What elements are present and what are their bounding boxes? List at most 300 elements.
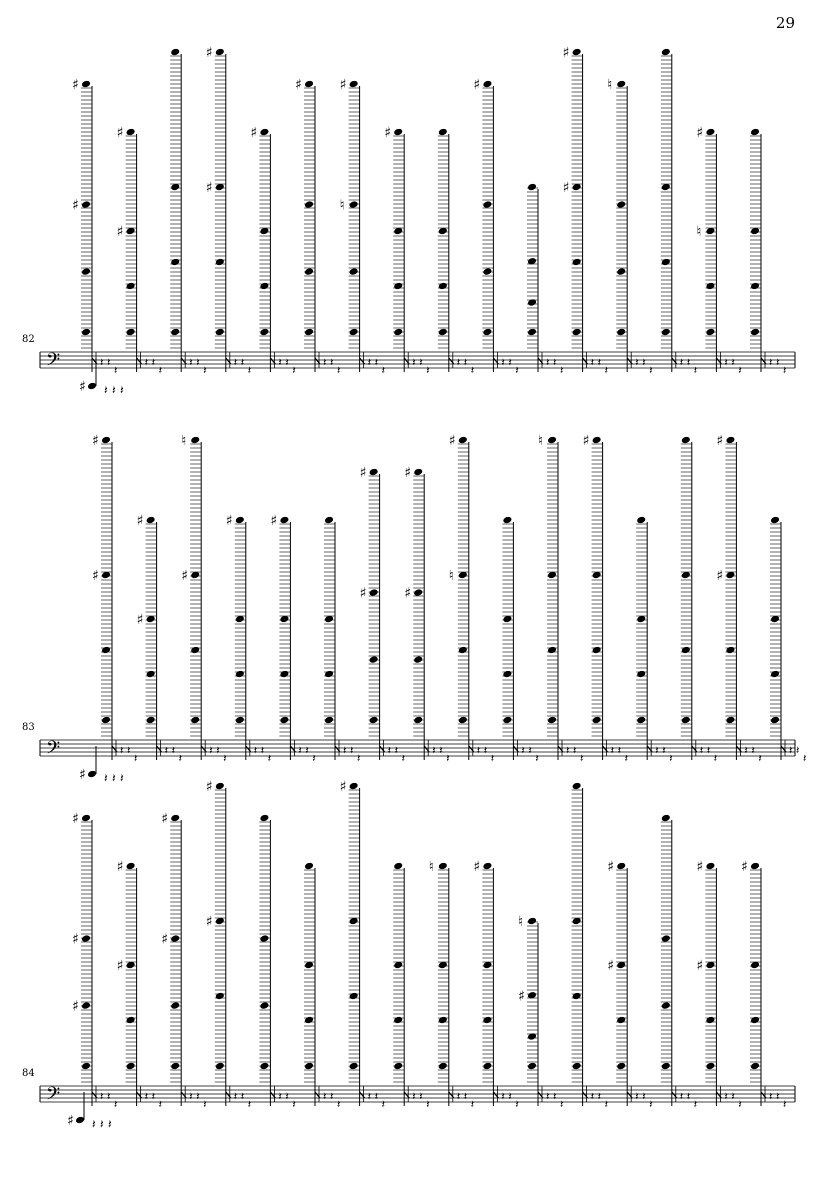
notehead bbox=[304, 1016, 314, 1025]
notehead bbox=[616, 1062, 626, 1071]
rest-icon: 𝄽 bbox=[508, 356, 512, 369]
notehead bbox=[750, 328, 760, 337]
rest-icon: 𝄽 bbox=[783, 364, 787, 377]
notehead bbox=[259, 1062, 269, 1071]
notehead bbox=[502, 516, 512, 525]
notehead bbox=[235, 670, 245, 679]
notehead bbox=[393, 282, 403, 291]
notehead bbox=[592, 436, 602, 445]
notehead bbox=[572, 782, 582, 791]
notehead bbox=[304, 1062, 314, 1071]
bass-clef-icon: 𝄢 bbox=[46, 738, 61, 763]
rest-icon: 𝄽 bbox=[104, 771, 108, 785]
rest-icon: 𝄽 bbox=[112, 771, 116, 785]
rest-icon: 𝄽 bbox=[528, 744, 532, 757]
note-column bbox=[158, 811, 207, 1111]
note-column bbox=[117, 125, 162, 377]
rest-icon: 𝄽 bbox=[693, 364, 698, 377]
rest-icon: 𝄽 bbox=[134, 752, 138, 765]
note-column bbox=[226, 513, 271, 765]
rest-icon: 𝄽 bbox=[724, 356, 728, 369]
notehead bbox=[438, 128, 448, 137]
notehead bbox=[126, 1062, 136, 1071]
accidental-icon: ♯ bbox=[161, 811, 168, 827]
notehead bbox=[349, 267, 359, 276]
note-column bbox=[206, 45, 251, 377]
notehead bbox=[235, 516, 245, 525]
rest-icon: 𝄽 bbox=[100, 356, 104, 369]
accidental-icon: ♯ bbox=[741, 859, 748, 875]
accidental-icon: ♯ bbox=[448, 433, 456, 449]
notehead bbox=[81, 80, 91, 89]
notehead bbox=[616, 1016, 626, 1025]
accidental-icon: ♯ bbox=[518, 988, 525, 1005]
rest-icon: 𝄽 bbox=[144, 356, 148, 369]
rest-icon: 𝄽 bbox=[203, 364, 207, 377]
notehead bbox=[349, 328, 359, 337]
notehead bbox=[458, 436, 468, 445]
note-column bbox=[693, 125, 742, 377]
bass-notehead bbox=[75, 1116, 85, 1125]
notehead bbox=[81, 1001, 91, 1010]
note-column bbox=[324, 516, 360, 765]
note-column bbox=[401, 465, 450, 765]
rest-icon: 𝄽 bbox=[247, 1098, 252, 1111]
accidental-icon: ♮ bbox=[428, 859, 434, 875]
notehead bbox=[349, 992, 359, 1001]
note-column bbox=[178, 433, 227, 765]
rest-icon: 𝄽 bbox=[560, 1098, 564, 1111]
notehead bbox=[101, 646, 111, 655]
notehead bbox=[369, 468, 379, 477]
notehead bbox=[482, 80, 492, 89]
notehead bbox=[81, 328, 91, 337]
rest-icon: 𝄽 bbox=[463, 356, 468, 369]
rest-icon: 𝄽 bbox=[285, 1090, 289, 1103]
note-column bbox=[693, 859, 742, 1111]
notehead bbox=[705, 282, 715, 291]
rest-icon: 𝄽 bbox=[426, 1098, 430, 1111]
notehead bbox=[304, 200, 314, 209]
accidental-icon: ♯ bbox=[473, 859, 481, 875]
rest-icon: 𝄽 bbox=[789, 744, 793, 757]
notehead bbox=[705, 862, 715, 871]
notehead bbox=[482, 328, 492, 337]
rest-icon: 𝄽 bbox=[387, 744, 391, 757]
rest-icon: 𝄽 bbox=[158, 1098, 162, 1111]
accidental-icon: ♯ bbox=[92, 433, 99, 449]
notehead bbox=[146, 716, 156, 725]
accidental-icon: ♯ bbox=[696, 125, 704, 141]
rest-icon: 𝄽 bbox=[412, 1090, 416, 1103]
accidental-icon: ♯ bbox=[359, 465, 367, 481]
rest-icon: 𝄽 bbox=[104, 383, 108, 397]
system-82 bbox=[22, 45, 795, 397]
notehead bbox=[146, 516, 156, 525]
notehead bbox=[592, 646, 602, 655]
notehead bbox=[750, 1016, 760, 1025]
notehead bbox=[259, 934, 269, 943]
accidental-icon: ♯ bbox=[116, 859, 124, 875]
rest-icon: 𝄽 bbox=[267, 752, 272, 765]
notehead bbox=[170, 934, 180, 943]
notehead bbox=[616, 200, 626, 209]
accidental-icon: ♯ bbox=[136, 513, 144, 529]
notehead bbox=[369, 655, 379, 664]
accidental-icon: ♯ bbox=[384, 125, 391, 141]
accidental-icon: ♯ bbox=[116, 958, 124, 974]
rest-icon: 𝄽 bbox=[292, 1098, 296, 1111]
note-column bbox=[636, 516, 672, 765]
notehead bbox=[547, 646, 557, 655]
rest-icon: 𝄽 bbox=[253, 744, 258, 757]
notehead bbox=[750, 128, 760, 137]
note-column bbox=[470, 77, 519, 377]
rest-icon: 𝄽 bbox=[323, 356, 327, 369]
accidental-icon: ♮ bbox=[181, 433, 187, 449]
accidental-icon: ♯ bbox=[404, 465, 411, 481]
rest-icon: 𝄽 bbox=[566, 744, 570, 757]
rest-icon: 𝄽 bbox=[744, 744, 748, 757]
rest-icon: 𝄽 bbox=[515, 1098, 519, 1111]
notehead bbox=[750, 862, 760, 871]
bass-notehead bbox=[87, 770, 97, 779]
accidental-icon: ♯ bbox=[72, 811, 79, 827]
note-column bbox=[470, 859, 519, 1111]
notehead bbox=[324, 670, 334, 679]
notehead bbox=[304, 267, 314, 276]
accidental-icon: ♯ bbox=[582, 433, 590, 449]
rest-icon: 𝄽 bbox=[649, 1098, 653, 1111]
accidental-icon: ♯ bbox=[225, 513, 233, 529]
note-column bbox=[604, 77, 653, 377]
system-83 bbox=[22, 433, 806, 785]
notehead bbox=[527, 328, 537, 337]
accidental-icon: ♯ bbox=[72, 77, 79, 93]
note-column bbox=[429, 859, 474, 1111]
note-column bbox=[206, 779, 251, 1111]
notehead bbox=[636, 716, 646, 725]
notehead bbox=[705, 1016, 715, 1025]
measure-number: 82 bbox=[22, 334, 35, 345]
notehead bbox=[81, 1062, 91, 1071]
rest-icon: 𝄽 bbox=[100, 1090, 104, 1103]
notehead bbox=[616, 267, 626, 276]
note-column bbox=[770, 516, 806, 765]
rest-icon: 𝄽 bbox=[546, 1090, 550, 1103]
accidental-icon: ♯ bbox=[72, 197, 79, 214]
rest-icon: 𝄽 bbox=[120, 383, 124, 397]
rest-icon: 𝄽 bbox=[216, 744, 220, 757]
notehead bbox=[661, 48, 671, 57]
accidental-icon: ♯ bbox=[92, 568, 99, 584]
accidental-icon: ♯ bbox=[716, 433, 724, 449]
notehead bbox=[170, 1001, 180, 1010]
notehead bbox=[215, 1062, 225, 1071]
notehead bbox=[661, 1062, 671, 1071]
notehead bbox=[81, 814, 91, 823]
page-number: 29 bbox=[775, 14, 795, 32]
note-column bbox=[340, 779, 385, 1111]
rest-icon: 𝄽 bbox=[655, 744, 659, 757]
notehead bbox=[170, 48, 180, 57]
notehead bbox=[304, 80, 314, 89]
note-column bbox=[750, 128, 786, 377]
notehead bbox=[101, 436, 111, 445]
notehead bbox=[770, 716, 780, 725]
notehead bbox=[101, 716, 111, 725]
rest-icon: 𝄽 bbox=[597, 356, 601, 369]
notehead bbox=[661, 258, 671, 267]
accidental-icon: ♯ bbox=[67, 1113, 74, 1129]
rest-icon: 𝄽 bbox=[490, 752, 495, 765]
notehead bbox=[215, 782, 225, 791]
notehead bbox=[146, 670, 156, 679]
rest-icon: 𝄽 bbox=[209, 744, 213, 757]
notehead bbox=[349, 782, 359, 791]
measure-number: 83 bbox=[22, 722, 35, 733]
accidental-icon: ♯ bbox=[473, 77, 481, 93]
accidental-icon: ♯ bbox=[562, 45, 570, 61]
notehead bbox=[393, 1062, 403, 1071]
rest-icon: 𝄽 bbox=[679, 1090, 684, 1103]
rest-icon: 𝄽 bbox=[285, 356, 289, 369]
notehead bbox=[190, 436, 200, 445]
notehead bbox=[126, 128, 136, 137]
rest-icon: 𝄽 bbox=[92, 1117, 96, 1131]
notehead bbox=[279, 716, 289, 725]
notehead bbox=[592, 716, 602, 725]
notehead bbox=[482, 267, 492, 276]
notehead bbox=[750, 1062, 760, 1071]
notehead bbox=[438, 328, 448, 337]
rest-icon: 𝄽 bbox=[305, 744, 309, 757]
note-column bbox=[393, 862, 429, 1111]
rest-icon: 𝄽 bbox=[381, 364, 385, 377]
accidental-icon: ♯ bbox=[136, 612, 144, 628]
notehead bbox=[413, 468, 423, 477]
rest-icon: 𝄽 bbox=[604, 1098, 608, 1111]
rest-icon: 𝄽 bbox=[164, 744, 168, 757]
rest-icon: 𝄽 bbox=[158, 364, 162, 377]
notehead bbox=[527, 183, 537, 192]
rest-icon: 𝄽 bbox=[312, 752, 316, 765]
rest-icon: 𝄽 bbox=[144, 1090, 148, 1103]
accidental-icon: ♯ bbox=[607, 859, 614, 875]
note-column bbox=[438, 128, 474, 377]
rest-icon: 𝄽 bbox=[456, 356, 461, 369]
rest-icon: 𝄽 bbox=[108, 1117, 112, 1131]
accidental-icon: ♯ bbox=[607, 958, 614, 974]
notehead bbox=[502, 716, 512, 725]
notehead bbox=[547, 716, 557, 725]
rest-icon: 𝄽 bbox=[693, 1098, 698, 1111]
notehead bbox=[259, 1001, 269, 1010]
rest-icon: 𝄽 bbox=[769, 356, 773, 369]
notehead bbox=[126, 1016, 136, 1025]
notehead bbox=[126, 282, 136, 291]
notehead bbox=[438, 1062, 448, 1071]
rest-icon: 𝄽 bbox=[223, 752, 227, 765]
note-column bbox=[117, 859, 162, 1111]
note-column bbox=[572, 782, 608, 1111]
notehead bbox=[81, 934, 91, 943]
notehead bbox=[259, 328, 269, 337]
notehead bbox=[661, 328, 671, 337]
notehead bbox=[705, 128, 715, 137]
notehead bbox=[170, 1062, 180, 1071]
notehead bbox=[482, 1016, 492, 1025]
rest-icon: 𝄽 bbox=[196, 1090, 200, 1103]
notehead bbox=[482, 862, 492, 871]
rest-icon: 𝄽 bbox=[470, 1098, 475, 1111]
rest-icon: 𝄽 bbox=[553, 1090, 557, 1103]
rest-icon: 𝄽 bbox=[731, 1090, 735, 1103]
notehead bbox=[661, 1001, 671, 1010]
accidental-icon: ♯ bbox=[696, 958, 704, 974]
accidental-icon: ♯ bbox=[116, 125, 124, 141]
note-column bbox=[170, 48, 206, 377]
rest-icon: 𝄽 bbox=[426, 364, 430, 377]
accidental-icon: ♯ bbox=[72, 998, 79, 1015]
notehead bbox=[126, 328, 136, 337]
rest-icon: 𝄽 bbox=[699, 744, 704, 757]
rest-icon: 𝄽 bbox=[114, 364, 118, 377]
note-column bbox=[72, 811, 117, 1111]
accidental-icon: ♮ bbox=[518, 914, 524, 930]
notehead bbox=[215, 992, 225, 1001]
bass-clef-icon: 𝄢 bbox=[46, 350, 61, 375]
rest-icon: 𝄽 bbox=[278, 1090, 282, 1103]
accidental-icon: ♮ bbox=[538, 433, 544, 449]
accidental-icon: ♮ bbox=[696, 224, 702, 240]
notehead bbox=[304, 862, 314, 871]
notehead bbox=[393, 1016, 403, 1025]
rest-icon: 𝄽 bbox=[635, 1090, 639, 1103]
rest-icon: 𝄽 bbox=[501, 356, 505, 369]
rest-icon: 𝄽 bbox=[412, 356, 416, 369]
accidental-icon: ♯ bbox=[250, 125, 258, 141]
notehead bbox=[527, 1032, 537, 1041]
rest-icon: 𝄽 bbox=[546, 356, 550, 369]
rest-icon: 𝄽 bbox=[553, 356, 557, 369]
rest-icon: 𝄽 bbox=[432, 744, 436, 757]
accidental-icon: ♯ bbox=[79, 379, 86, 395]
accidental-icon: ♮ bbox=[607, 77, 613, 93]
notehead bbox=[304, 328, 314, 337]
rest-icon: 𝄽 bbox=[669, 752, 673, 765]
notehead bbox=[81, 267, 91, 276]
notehead bbox=[458, 646, 468, 655]
rest-icon: 𝄽 bbox=[247, 364, 252, 377]
note-column bbox=[449, 433, 494, 765]
rest-icon: 𝄽 bbox=[769, 1090, 773, 1103]
rest-icon: 𝄽 bbox=[381, 1098, 385, 1111]
notehead bbox=[259, 128, 269, 137]
notehead bbox=[259, 814, 269, 823]
rest-icon: 𝄽 bbox=[151, 356, 155, 369]
rest-icon: 𝄽 bbox=[476, 744, 481, 757]
notehead bbox=[190, 646, 200, 655]
note-column bbox=[259, 814, 295, 1111]
note-column bbox=[538, 433, 583, 765]
rest-icon: 𝄽 bbox=[610, 744, 614, 757]
notehead bbox=[438, 282, 448, 291]
note-column bbox=[661, 48, 697, 377]
rest-icon: 𝄽 bbox=[642, 1090, 646, 1103]
note-column bbox=[713, 433, 762, 765]
rest-icon: 𝄽 bbox=[151, 1090, 155, 1103]
rest-icon: 𝄽 bbox=[330, 356, 334, 369]
rest-icon: 𝄽 bbox=[120, 744, 124, 757]
notehead bbox=[369, 588, 379, 597]
rest-icon: 𝄽 bbox=[642, 356, 646, 369]
notehead bbox=[235, 716, 245, 725]
note-column bbox=[381, 125, 430, 377]
note-column bbox=[518, 914, 563, 1111]
bass-clef-icon: 𝄢 bbox=[46, 1084, 61, 1109]
rest-icon: 𝄽 bbox=[649, 364, 653, 377]
notehead bbox=[705, 328, 715, 337]
rest-icon: 𝄽 bbox=[724, 1090, 728, 1103]
rest-icon: 𝄽 bbox=[456, 1090, 461, 1103]
accidental-icon: ♯ bbox=[205, 45, 213, 61]
accidental-icon: ♮ bbox=[339, 197, 345, 214]
accidental-icon: ♯ bbox=[696, 859, 704, 875]
rest-icon: 𝄽 bbox=[374, 356, 378, 369]
rest-icon: 𝄽 bbox=[776, 356, 780, 369]
notehead bbox=[393, 128, 403, 137]
notehead bbox=[190, 716, 200, 725]
rest-icon: 𝄽 bbox=[394, 744, 398, 757]
notehead bbox=[413, 655, 423, 664]
notehead bbox=[725, 436, 735, 445]
rest-icon: 𝄽 bbox=[439, 744, 443, 757]
note-column bbox=[563, 45, 608, 377]
rest-icon: 𝄽 bbox=[292, 364, 296, 377]
notehead bbox=[527, 298, 537, 307]
rest-icon: 𝄽 bbox=[189, 356, 193, 369]
notehead bbox=[482, 1062, 492, 1071]
rest-icon: 𝄽 bbox=[298, 744, 302, 757]
rest-icon: 𝄽 bbox=[535, 752, 539, 765]
rest-icon: 𝄽 bbox=[573, 744, 577, 757]
accidental-icon: ♯ bbox=[116, 224, 124, 240]
notehead bbox=[215, 48, 225, 57]
note-column bbox=[360, 465, 405, 765]
rest-icon: 𝄽 bbox=[776, 1090, 780, 1103]
note-column bbox=[681, 436, 717, 765]
accidental-icon: ♯ bbox=[72, 931, 79, 948]
rest-icon: 𝄽 bbox=[617, 744, 621, 757]
notehead bbox=[458, 716, 468, 725]
notehead bbox=[661, 814, 671, 823]
notehead bbox=[502, 670, 512, 679]
rest-icon: 𝄽 bbox=[203, 1098, 207, 1111]
rest-icon: 𝄽 bbox=[662, 744, 666, 757]
bass-notehead bbox=[87, 382, 97, 391]
rest-icon: 𝄽 bbox=[706, 744, 711, 757]
notehead bbox=[324, 516, 334, 525]
rest-icon: 𝄽 bbox=[260, 744, 265, 757]
rest-icon: 𝄽 bbox=[189, 1090, 193, 1103]
notehead bbox=[349, 80, 359, 89]
rest-icon: 𝄽 bbox=[107, 356, 111, 369]
notehead bbox=[681, 436, 691, 445]
rest-icon: 𝄽 bbox=[112, 383, 116, 397]
accidental-icon: ♯ bbox=[270, 513, 278, 529]
note-column bbox=[137, 513, 182, 765]
